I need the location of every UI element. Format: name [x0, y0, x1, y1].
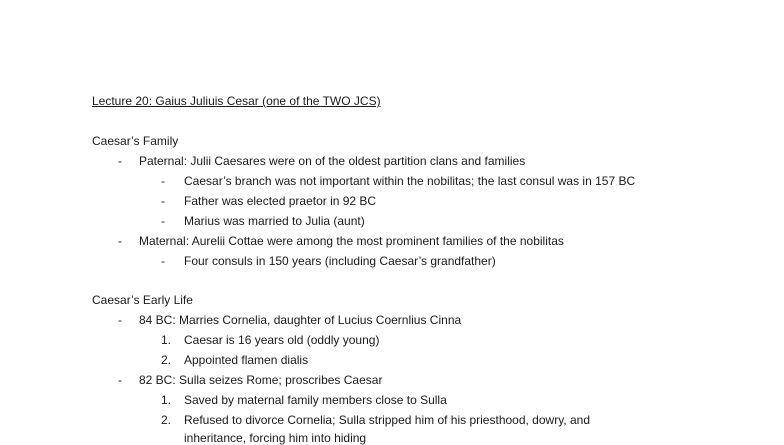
bullet-marker: -: [161, 214, 165, 228]
list-item: Marius was married to Julia (aunt): [184, 214, 365, 228]
list-item: Paternal: Julii Caesares were on of the oldest partition clans and families: [139, 154, 526, 168]
list-item: Refused to divorce Cornelia; Sulla stripped him of his priesthood, dowry, and: [184, 413, 590, 427]
bullet-marker: -: [118, 313, 122, 327]
list-item: Saved by maternal family members close to Sulla: [184, 393, 447, 407]
number-marker: 2.: [161, 413, 172, 427]
list-item: 82 BC: Sulla seizes Rome; proscribes Caesar: [139, 373, 383, 387]
bullet-marker: -: [161, 194, 165, 208]
number-marker: 1.: [161, 333, 172, 347]
bullet-marker: -: [118, 234, 122, 248]
section-heading-early-life: Caesar’s Early Life: [92, 293, 193, 307]
list-item: Four consuls in 150 years (including Caesar’s grandfather): [184, 254, 496, 268]
list-item: Caesar’s branch was not important within the nobilitas; the last consul was in 157 BC: [184, 174, 636, 188]
list-item: Maternal: Aurelii Cottae were among the most prominent families of the nobilitas: [139, 234, 564, 248]
list-item: 84 BC: Marries Cornelia, daughter of Lucius Coernlius Cinna: [139, 313, 462, 327]
lecture-title: Lecture 20: Gaius Juliuis Cesar (one of the TWO JCS): [92, 94, 381, 108]
list-item: Father was elected praetor in 92 BC: [184, 194, 377, 208]
bullet-marker: -: [161, 174, 165, 188]
section-heading-family: Caesar’s Family: [92, 134, 179, 148]
list-item: Appointed flamen dialis: [184, 353, 309, 367]
number-marker: 1.: [161, 393, 172, 407]
bullet-marker: -: [118, 154, 122, 168]
bullet-marker: -: [161, 254, 165, 268]
bullet-marker: -: [118, 373, 122, 387]
number-marker: 2.: [161, 353, 172, 367]
list-item: Caesar is 16 years old (oddly young): [184, 333, 380, 347]
list-item-continuation: inheritance, forcing him into hiding: [184, 431, 367, 445]
